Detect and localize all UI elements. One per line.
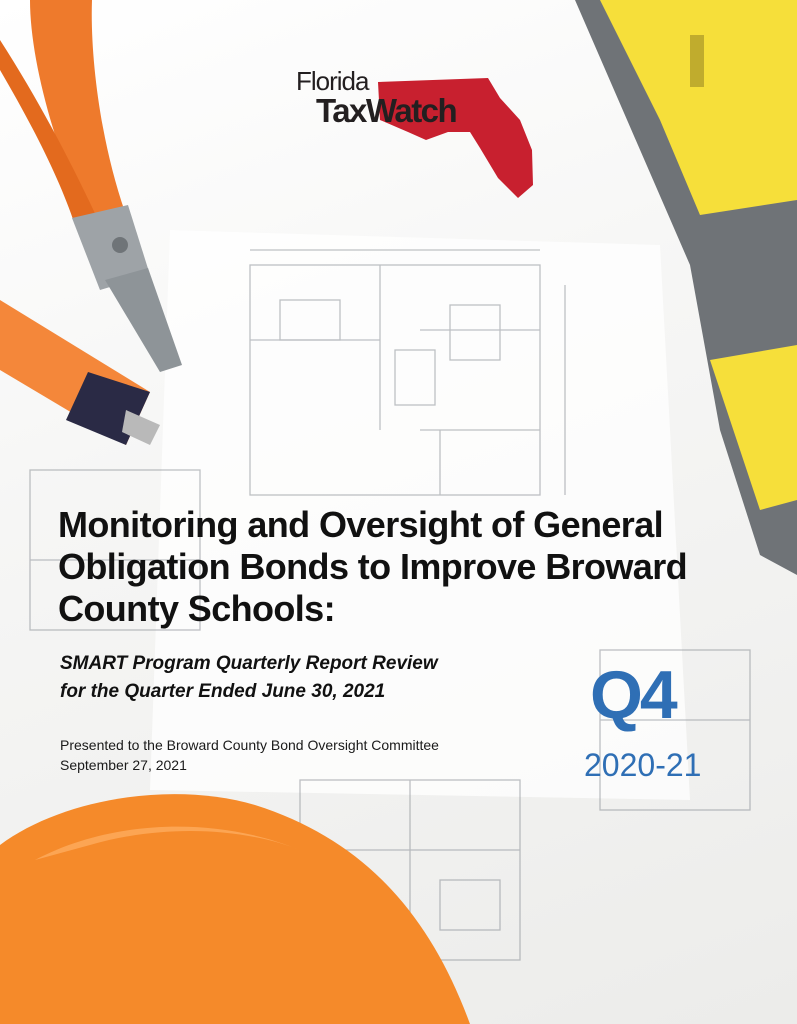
presentation-info — [60, 735, 530, 775]
logo-line-2: TaxWatch — [316, 92, 457, 129]
subtitle-line-1: SMART Program Quarterly Report Review — [60, 653, 438, 674]
logo — [296, 68, 456, 128]
fiscal-year-label: 2020-21 — [584, 747, 702, 783]
hard-hat-illustration — [0, 794, 470, 1024]
presented-to: Presented to the Broward County Bond Oversight Committee — [60, 737, 439, 753]
report-subtitle — [60, 650, 580, 706]
logo-line-1: Florida — [296, 66, 369, 96]
report-title: Monitoring and Oversight of General Obligation Bonds to Improve Broward County Schools: — [58, 504, 688, 629]
quarter-label: Q4 — [590, 657, 675, 733]
pliers-illustration — [0, 0, 182, 372]
subtitle-line-2: for the Quarter Ended June 30, 2021 — [60, 681, 386, 702]
presentation-date: September 27, 2021 — [60, 757, 187, 773]
